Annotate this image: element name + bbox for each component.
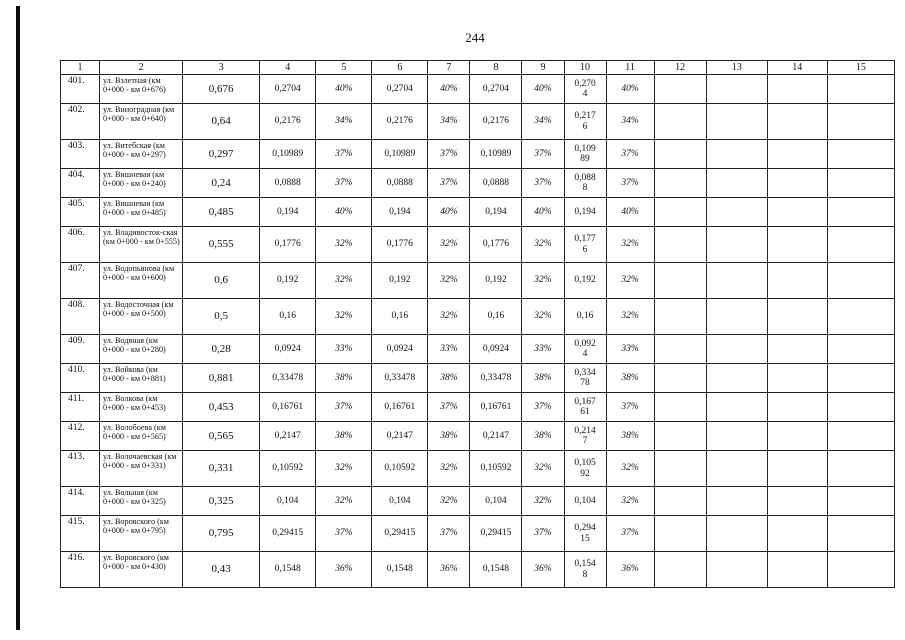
value-cell: 0,2176 (372, 104, 428, 140)
empty-cell (654, 140, 706, 169)
value-cell: 0,104 (564, 487, 606, 516)
percent-cell: 36% (316, 552, 372, 588)
empty-cell (767, 552, 827, 588)
empty-cell (706, 198, 767, 227)
value-cell: 0,1548 (564, 552, 606, 588)
percent-cell: 32% (522, 227, 564, 263)
value-cell: 0,2176 (564, 104, 606, 140)
empty-cell (827, 487, 894, 516)
percent-cell: 38% (522, 364, 564, 393)
value-cell: 0,0924 (470, 335, 522, 364)
street-name-cell: ул. Войкова (км 0+000 - км 0+881) (100, 364, 183, 393)
empty-cell (654, 299, 706, 335)
empty-cell (706, 169, 767, 198)
value-cell: 0,1548 (372, 552, 428, 588)
percent-cell: 37% (522, 516, 564, 552)
value-cell: 0,1776 (260, 227, 316, 263)
empty-cell (706, 104, 767, 140)
empty-cell (706, 335, 767, 364)
length-km-cell: 0,5 (183, 299, 260, 335)
table-row (61, 335, 895, 364)
empty-cell (767, 198, 827, 227)
percent-cell: 40% (522, 75, 564, 104)
row-number-cell: 403. (61, 140, 100, 169)
empty-cell (767, 335, 827, 364)
percent-cell: 40% (316, 198, 372, 227)
column-header: 4 (260, 61, 316, 75)
table-row (61, 552, 895, 588)
value-cell: 0,2176 (260, 104, 316, 140)
percent-cell: 40% (606, 75, 654, 104)
street-name-cell: ул. Волобоева (км 0+000 - км 0+565) (100, 422, 183, 451)
street-name-cell: ул. Виноградная (км 0+000 - км 0+640) (100, 104, 183, 140)
percent-cell: 37% (428, 140, 470, 169)
row-number-cell: 405. (61, 198, 100, 227)
street-name-cell: ул. Витебская (км 0+000 - км 0+297) (100, 140, 183, 169)
table-row (61, 140, 895, 169)
empty-cell (706, 516, 767, 552)
header-row (61, 61, 895, 75)
row-number-cell: 412. (61, 422, 100, 451)
column-header: 15 (827, 61, 894, 75)
percent-cell: 32% (428, 263, 470, 299)
value-cell: 0,16761 (260, 393, 316, 422)
length-km-cell: 0,795 (183, 516, 260, 552)
percent-cell: 37% (606, 393, 654, 422)
percent-cell: 33% (316, 335, 372, 364)
column-header: 1 (61, 61, 100, 75)
percent-cell: 37% (428, 516, 470, 552)
percent-cell: 40% (522, 198, 564, 227)
table-row (61, 393, 895, 422)
table-row (61, 263, 895, 299)
row-number-cell: 408. (61, 299, 100, 335)
value-cell: 0,33478 (470, 364, 522, 393)
column-header: 3 (183, 61, 260, 75)
value-cell: 0,10592 (260, 451, 316, 487)
percent-cell: 32% (316, 263, 372, 299)
percent-cell: 32% (606, 299, 654, 335)
empty-cell (767, 104, 827, 140)
empty-cell (654, 393, 706, 422)
street-name-cell: ул. Волкова (км 0+000 - км 0+453) (100, 393, 183, 422)
percent-cell: 32% (316, 451, 372, 487)
length-km-cell: 0,485 (183, 198, 260, 227)
value-cell: 0,192 (470, 263, 522, 299)
empty-cell (654, 169, 706, 198)
percent-cell: 38% (522, 422, 564, 451)
left-margin-rule (16, 6, 20, 630)
value-cell: 0,29415 (260, 516, 316, 552)
value-cell: 0,2704 (564, 75, 606, 104)
street-name-cell: ул. Волочаевская (км 0+000 - км 0+331) (100, 451, 183, 487)
value-cell: 0,194 (260, 198, 316, 227)
table-body (61, 75, 895, 588)
empty-cell (654, 422, 706, 451)
percent-cell: 32% (316, 299, 372, 335)
empty-cell (706, 364, 767, 393)
empty-cell (827, 516, 894, 552)
value-cell: 0,0888 (470, 169, 522, 198)
value-cell: 0,33478 (564, 364, 606, 393)
percent-cell: 32% (522, 451, 564, 487)
column-header: 9 (522, 61, 564, 75)
empty-cell (706, 75, 767, 104)
value-cell: 0,1776 (372, 227, 428, 263)
column-header: 7 (428, 61, 470, 75)
value-cell: 0,16761 (470, 393, 522, 422)
percent-cell: 40% (316, 75, 372, 104)
row-number-cell: 402. (61, 104, 100, 140)
percent-cell: 32% (522, 487, 564, 516)
street-name-cell: ул. Взлетная (км 0+000 - км 0+676) (100, 75, 183, 104)
percent-cell: 36% (522, 552, 564, 588)
empty-cell (827, 263, 894, 299)
percent-cell: 40% (428, 198, 470, 227)
empty-cell (827, 451, 894, 487)
street-name-cell: ул. Вольная (км 0+000 - км 0+325) (100, 487, 183, 516)
length-km-cell: 0,555 (183, 227, 260, 263)
percent-cell: 32% (316, 487, 372, 516)
empty-cell (767, 140, 827, 169)
empty-cell (706, 393, 767, 422)
empty-cell (654, 552, 706, 588)
length-km-cell: 0,64 (183, 104, 260, 140)
empty-cell (654, 516, 706, 552)
street-name-cell: ул. Владивосток-ская (км 0+000 - км 0+555) (100, 227, 183, 263)
empty-cell (767, 393, 827, 422)
length-km-cell: 0,28 (183, 335, 260, 364)
value-cell: 0,33478 (372, 364, 428, 393)
value-cell: 0,16 (260, 299, 316, 335)
table-row (61, 422, 895, 451)
row-number-cell: 415. (61, 516, 100, 552)
percent-cell: 32% (428, 227, 470, 263)
row-number-cell: 410. (61, 364, 100, 393)
percent-cell: 36% (606, 552, 654, 588)
percent-cell: 40% (428, 75, 470, 104)
street-name-cell: ул. Водосточная (км 0+000 - км 0+500) (100, 299, 183, 335)
percent-cell: 32% (428, 451, 470, 487)
street-name-cell: ул. Водопьянова (км 0+000 - км 0+600) (100, 263, 183, 299)
value-cell: 0,16761 (564, 393, 606, 422)
percent-cell: 40% (606, 198, 654, 227)
percent-cell: 32% (316, 227, 372, 263)
percent-cell: 36% (428, 552, 470, 588)
table-row (61, 198, 895, 227)
empty-cell (654, 451, 706, 487)
empty-cell (706, 263, 767, 299)
empty-cell (706, 487, 767, 516)
value-cell: 0,16 (470, 299, 522, 335)
empty-cell (767, 299, 827, 335)
percent-cell: 37% (428, 169, 470, 198)
column-header: 2 (100, 61, 183, 75)
percent-cell: 37% (316, 140, 372, 169)
table-row (61, 227, 895, 263)
table-row (61, 487, 895, 516)
percent-cell: 37% (316, 393, 372, 422)
empty-cell (767, 169, 827, 198)
value-cell: 0,29415 (372, 516, 428, 552)
value-cell: 0,2147 (470, 422, 522, 451)
percent-cell: 34% (522, 104, 564, 140)
empty-cell (654, 364, 706, 393)
value-cell: 0,1548 (470, 552, 522, 588)
column-header: 8 (470, 61, 522, 75)
percent-cell: 33% (606, 335, 654, 364)
value-cell: 0,1776 (470, 227, 522, 263)
value-cell: 0,10592 (470, 451, 522, 487)
value-cell: 0,1548 (260, 552, 316, 588)
length-km-cell: 0,881 (183, 364, 260, 393)
value-cell: 0,16761 (372, 393, 428, 422)
empty-cell (654, 487, 706, 516)
value-cell: 0,29415 (564, 516, 606, 552)
empty-cell (827, 104, 894, 140)
percent-cell: 32% (428, 487, 470, 516)
empty-cell (767, 227, 827, 263)
length-km-cell: 0,453 (183, 393, 260, 422)
empty-cell (827, 198, 894, 227)
value-cell: 0,104 (470, 487, 522, 516)
empty-cell (827, 299, 894, 335)
length-km-cell: 0,24 (183, 169, 260, 198)
percent-cell: 37% (316, 516, 372, 552)
value-cell: 0,104 (372, 487, 428, 516)
row-number-cell: 409. (61, 335, 100, 364)
row-number-cell: 401. (61, 75, 100, 104)
empty-cell (827, 75, 894, 104)
table-row (61, 364, 895, 393)
empty-cell (827, 335, 894, 364)
value-cell: 0,0924 (260, 335, 316, 364)
data-table (60, 60, 895, 588)
percent-cell: 32% (522, 299, 564, 335)
empty-cell (767, 516, 827, 552)
empty-cell (706, 422, 767, 451)
empty-cell (827, 140, 894, 169)
percent-cell: 32% (606, 451, 654, 487)
percent-cell: 37% (606, 169, 654, 198)
empty-cell (654, 198, 706, 227)
value-cell: 0,2147 (564, 422, 606, 451)
value-cell: 0,0888 (372, 169, 428, 198)
value-cell: 0,16 (372, 299, 428, 335)
value-cell: 0,10989 (260, 140, 316, 169)
value-cell: 0,194 (564, 198, 606, 227)
value-cell: 0,2704 (372, 75, 428, 104)
value-cell: 0,2704 (470, 75, 522, 104)
row-number-cell: 413. (61, 451, 100, 487)
value-cell: 0,0924 (564, 335, 606, 364)
value-cell: 0,194 (372, 198, 428, 227)
empty-cell (767, 75, 827, 104)
table-row (61, 451, 895, 487)
value-cell: 0,29415 (470, 516, 522, 552)
value-cell: 0,0924 (372, 335, 428, 364)
percent-cell: 38% (428, 422, 470, 451)
length-km-cell: 0,43 (183, 552, 260, 588)
empty-cell (767, 364, 827, 393)
value-cell: 0,10989 (372, 140, 428, 169)
percent-cell: 37% (522, 393, 564, 422)
value-cell: 0,192 (372, 263, 428, 299)
value-cell: 0,194 (470, 198, 522, 227)
percent-cell: 34% (316, 104, 372, 140)
row-number-cell: 411. (61, 393, 100, 422)
empty-cell (706, 451, 767, 487)
street-name-cell: ул. Воровского (км 0+000 - км 0+795) (100, 516, 183, 552)
column-header: 6 (372, 61, 428, 75)
empty-cell (706, 299, 767, 335)
length-km-cell: 0,331 (183, 451, 260, 487)
length-km-cell: 0,325 (183, 487, 260, 516)
percent-cell: 32% (428, 299, 470, 335)
value-cell: 0,33478 (260, 364, 316, 393)
column-header: 12 (654, 61, 706, 75)
value-cell: 0,104 (260, 487, 316, 516)
percent-cell: 33% (428, 335, 470, 364)
column-header: 10 (564, 61, 606, 75)
percent-cell: 32% (606, 487, 654, 516)
value-cell: 0,2147 (372, 422, 428, 451)
percent-cell: 38% (606, 422, 654, 451)
table-row (61, 75, 895, 104)
row-number-cell: 404. (61, 169, 100, 198)
percent-cell: 37% (606, 516, 654, 552)
column-header: 13 (706, 61, 767, 75)
value-cell: 0,2176 (470, 104, 522, 140)
value-cell: 0,2704 (260, 75, 316, 104)
empty-cell (706, 552, 767, 588)
percent-cell: 32% (606, 263, 654, 299)
percent-cell: 37% (522, 140, 564, 169)
page-number: 244 (465, 30, 485, 45)
percent-cell: 38% (606, 364, 654, 393)
percent-cell: 37% (316, 169, 372, 198)
empty-cell (767, 451, 827, 487)
empty-cell (654, 104, 706, 140)
percent-cell: 37% (428, 393, 470, 422)
column-header: 5 (316, 61, 372, 75)
value-cell: 0,10989 (564, 140, 606, 169)
percent-cell: 37% (606, 140, 654, 169)
value-cell: 0,0888 (260, 169, 316, 198)
table-row (61, 299, 895, 335)
percent-cell: 32% (522, 263, 564, 299)
empty-cell (706, 140, 767, 169)
percent-cell: 38% (316, 422, 372, 451)
value-cell: 0,0888 (564, 169, 606, 198)
percent-cell: 37% (522, 169, 564, 198)
percent-cell: 38% (428, 364, 470, 393)
percent-cell: 34% (606, 104, 654, 140)
length-km-cell: 0,565 (183, 422, 260, 451)
value-cell: 0,192 (564, 263, 606, 299)
value-cell: 0,10989 (470, 140, 522, 169)
table-row (61, 516, 895, 552)
row-number-cell: 406. (61, 227, 100, 263)
empty-cell (827, 422, 894, 451)
table-row (61, 169, 895, 198)
table-row (61, 104, 895, 140)
value-cell: 0,2147 (260, 422, 316, 451)
street-name-cell: ул. Вишневая (км 0+000 - км 0+485) (100, 198, 183, 227)
row-number-cell: 416. (61, 552, 100, 588)
length-km-cell: 0,6 (183, 263, 260, 299)
empty-cell (654, 75, 706, 104)
row-number-cell: 414. (61, 487, 100, 516)
empty-cell (827, 227, 894, 263)
empty-cell (654, 335, 706, 364)
street-name-cell: ул. Вишневая (км 0+000 - км 0+240) (100, 169, 183, 198)
street-name-cell: ул. Воровского (км 0+000 - км 0+430) (100, 552, 183, 588)
empty-cell (827, 552, 894, 588)
value-cell: 0,10592 (372, 451, 428, 487)
empty-cell (706, 227, 767, 263)
empty-cell (767, 487, 827, 516)
percent-cell: 33% (522, 335, 564, 364)
empty-cell (827, 393, 894, 422)
value-cell: 0,10592 (564, 451, 606, 487)
length-km-cell: 0,297 (183, 140, 260, 169)
street-name-cell: ул. Водяная (км 0+000 - км 0+280) (100, 335, 183, 364)
empty-cell (827, 364, 894, 393)
value-cell: 0,1776 (564, 227, 606, 263)
empty-cell (767, 422, 827, 451)
empty-cell (654, 263, 706, 299)
empty-cell (827, 169, 894, 198)
row-number-cell: 407. (61, 263, 100, 299)
empty-cell (654, 227, 706, 263)
column-header: 11 (606, 61, 654, 75)
length-km-cell: 0,676 (183, 75, 260, 104)
empty-cell (767, 263, 827, 299)
column-header: 14 (767, 61, 827, 75)
value-cell: 0,16 (564, 299, 606, 335)
percent-cell: 38% (316, 364, 372, 393)
value-cell: 0,192 (260, 263, 316, 299)
percent-cell: 32% (606, 227, 654, 263)
percent-cell: 34% (428, 104, 470, 140)
